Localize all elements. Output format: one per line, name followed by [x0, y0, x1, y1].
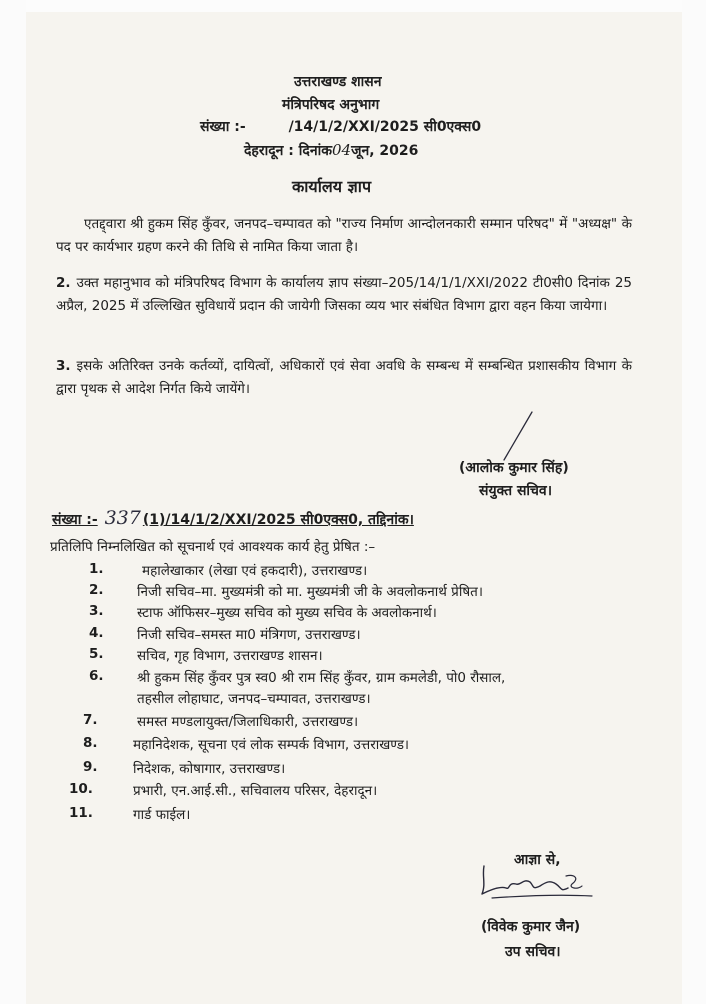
copy-reference-label: संख्या :-	[52, 512, 98, 528]
copy-reference-rest: (1)/14/1/2/XXI/2025 सी0एक्स0, तद्दिनांक।	[142, 512, 414, 528]
office-memo-page: उत्तराखण्ड शासन मंत्रिपरिषद अनुभाग संख्या :- /14/1/2/XXI/2025 सी0एक्स0 देहरादून : दिनांक04जून, 2026 कार्यालय ज्ञाप एतद्द्वारा श्री हुकम सिंह कुँवर, जनपद–चम्पावत को "राज्य निर्माण आन्दोलनकारी सम्मान परिषद" में "अध्यक्ष" के पद पर कार्यभार ग्रहण करने की तिथि से नामित किया जाता है। 2. उक्त महानुभाव को मंत्रिपरिषद विभाग के कार्यालय ज्ञाप संख्या–205/14/1/1/XXI/2022 टी0सी0 दिनांक 25 अप्रैल, 2025 में उल्लिखित सुविधायें प्रदान की जायेगी जिसका व्यय भार संबंधित विभाग द्वारा वहन किया जायेगा। 3. इसके अतिरिक्त उनके कर्तव्यों, दायित्वों, अधिकारों एवं सेवा अवधि के सम्बन्ध में सम्बन्धित प्रशासकीय विभाग के द्वारा पृथक से आदेश निर्गत किये जायेंगे। (आलोक कुमार सिंह) संयुक्त सचिव। संख्या :- 337 (1)/14/1/2/XXI/2025 सी0एक्स0, तद्दिनांक। प्रतिलिपि निम्नलिखित को सूचनार्थ एवं आवश्यक कार्य हेतु प्रेषित :– 1. महालेखाकार (लेखा एवं हकदारी), उत्तराखण्ड। 2. निजी सचिव–मा. मुख्यमंत्री को मा. मुख्यमंत्री जी के अवलोकनार्थ प्रेषित। 3. स्टाफ ऑफिसर–मुख्य सचिव को मुख्य सचिव के अवलोकनार्थ। 4. निजी सचिव–समस्त मा0 मंत्रिगण, उत्तराखण्ड। 5. सचिव, गृह विभाग, उत्तराखण्ड शासन। 6. श्री हुकम सिंह कुँवर पुत्र स्व0 श्री राम सिंह कुँवर, ग्राम कमलेडी, पो0 रौसाल, तहसील लोहाघाट, जनपद–चम्पावत, उत्तराखण्ड। 7. समस्त मण्डलायुक्त/जिलाधिकारी, उत्तराखण्ड। 8. महानिदेशक, सूचना एवं लोक सम्पर्क विभाग, उत्तराखण्ड। 9. निदेशक, कोषागार, उत्तराखण्ड। 10. प्रभारी, एन.आई.सी., सचिवालय परिसर, देहरादून। 11. गार्ड फाईल। आज्ञा से, (विवेक कुमार जैन) उप सचिव।	[0, 0, 706, 1004]
document-title: कार्यालय ज्ञाप	[292, 177, 372, 196]
signatory-2-name: (विवेक कुमार जैन)	[481, 919, 581, 935]
signature-mark-1	[498, 408, 538, 464]
by-order-text: आज्ञा से,	[514, 852, 561, 868]
scan-edge-right	[682, 0, 706, 1004]
paragraph-1-text: एतद्द्वारा श्री हुकम सिंह कुँवर, जनपद–चम्पावत को "राज्य निर्माण आन्दोलनकारी सम्मान परिषद" में "अध्यक्ष" के पद पर कार्यभार ग्रहण करने की तिथि से नामित किया जाता है।	[56, 216, 632, 255]
scan-edge-left	[0, 0, 26, 1004]
date-month-year: जून, 2026	[351, 143, 419, 159]
govt-name: उत्तराखण्ड शासन	[294, 74, 382, 90]
paragraph-3	[56, 355, 632, 401]
issue-date	[244, 141, 418, 160]
scan-edge-top	[0, 0, 706, 12]
paragraph-3-number: 3.	[56, 358, 71, 374]
signatory-2-designation: उप सचिव।	[505, 944, 561, 960]
paragraph-2	[56, 272, 632, 318]
reference-label: संख्या :-	[200, 119, 246, 135]
department-name: मंत्रिपरिषद अनुभाग	[282, 97, 380, 113]
signature-mark-2	[470, 860, 600, 920]
date-day-handwritten: 04	[331, 141, 352, 159]
copy-reference-handwritten-number: 337	[104, 507, 141, 529]
signatory-1-designation: संयुक्त सचिव।	[479, 483, 553, 499]
reference-number	[200, 117, 481, 136]
signatory-1-name: (आलोक कुमार सिंह)	[459, 460, 569, 476]
copy-reference-line	[52, 507, 414, 529]
paragraph-2-text: उक्त महानुभाव को मंत्रिपरिषद विभाग के कार्यालय ज्ञाप संख्या–205/14/1/1/XXI/2022 टी0सी0 दिनांक 25 अप्रैल, 2025 में उल्लिखित सुविधायें प्रदान की जायेगी जिसका व्यय भार संबंधित विभाग द्वारा वहन किया जायेगा।	[56, 275, 632, 314]
date-label: देहरादून : दिनांक	[244, 143, 332, 159]
reference-value: /14/1/2/XXI/2025 सी0एक्स0	[288, 119, 482, 135]
paragraph-3-text: इसके अतिरिक्त उनके कर्तव्यों, दायित्वों, अधिकारों एवं सेवा अवधि के सम्बन्ध में सम्बन्धित प्रशासकीय विभाग के द्वारा पृथक से आदेश निर्गत किये जायेंगे।	[56, 358, 632, 397]
paragraph-1	[56, 213, 632, 259]
copy-intro: प्रतिलिपि निम्नलिखित को सूचनार्थ एवं आवश्यक कार्य हेतु प्रेषित :–	[50, 539, 376, 555]
paragraph-2-number: 2.	[56, 275, 71, 291]
